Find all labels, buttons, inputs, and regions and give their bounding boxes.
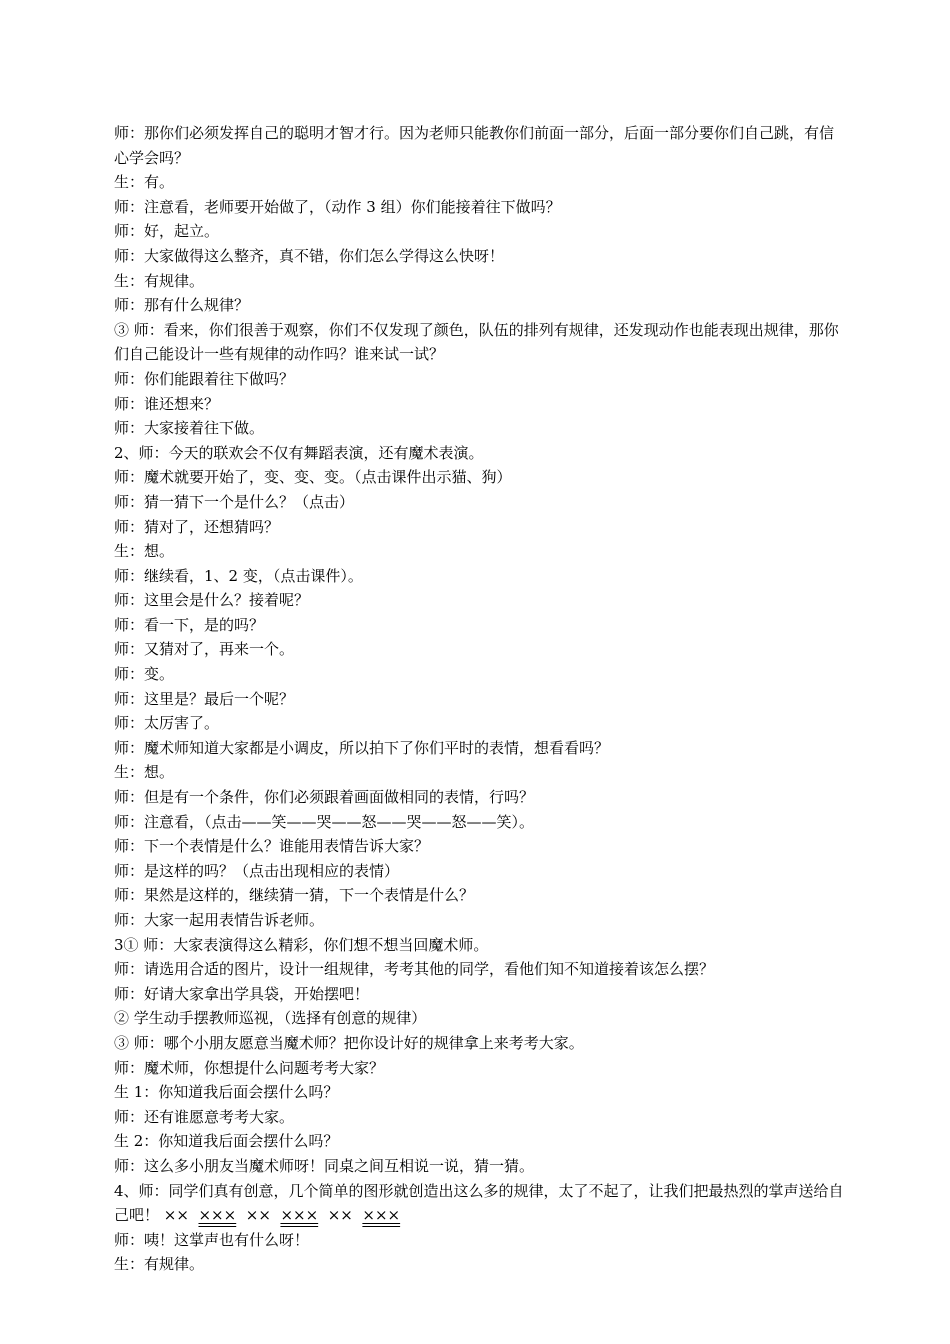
transcript-line: 师：魔术师，你想提什么问题考考大家？ — [114, 1058, 385, 1077]
clap-pattern — [159, 1206, 400, 1224]
paragraph-4 — [114, 1179, 844, 1228]
transcript-line: 师：猜一猜下一个是什么？（点击） — [114, 492, 355, 511]
transcript-line: 师：那你们必须发挥自己的聪明才智才行。因为老师只能教你们前面一部分，后面一部分要你们自己跳，有信心学会吗？ — [114, 124, 835, 167]
transcript-line: 2、师：今天的联欢会不仅有舞蹈表演，还有魔术表演。 — [114, 443, 484, 462]
transcript-line: 师：太厉害了。 — [114, 714, 220, 733]
clap-2: ××× — [198, 1206, 237, 1225]
transcript-line: 生 1：你知道我后面会摆什么吗？ — [114, 1083, 339, 1102]
transcript-line: 师：注意看，老师要开始做了，（动作 3 组）你们能接着往下做吗？ — [114, 197, 561, 216]
clap-1: ×× — [163, 1206, 189, 1225]
transcript-lines — [114, 121, 844, 1179]
transcript-line: 师：是这样的吗？（点击出现相应的表情） — [114, 861, 400, 880]
transcript-line: 师：你们能跟着往下做吗？ — [114, 369, 295, 388]
transcript-line: ③ 师：看来，你们很善于观察，你们不仅发现了颜色，队伍的排列有规律，还发现动作也能表现出规律，那你们自己能设计一些有规律的动作吗？谁来试一试？ — [114, 320, 839, 364]
transcript-line: 生：有规律。 — [114, 271, 205, 290]
transcript-line: 师：魔术师知道大家都是小调皮，所以拍下了你们平时的表情，想看看吗？ — [114, 738, 610, 757]
transcript-line: 师：还有谁愿意考考大家。 — [114, 1107, 295, 1126]
transcript-line: 师：谁还想来？ — [114, 394, 220, 413]
transcript-line: 师：注意看，（点击——笑——哭——怒——哭——怒——笑）。 — [114, 812, 535, 831]
transcript-line: 师：又猜对了，再来一个。 — [114, 640, 295, 659]
transcript-line: 师：果然是这样的，继续猜一猜，下一个表情是什么？ — [114, 886, 475, 905]
transcript-line: 生 2：你知道我后面会摆什么吗？ — [114, 1132, 339, 1151]
transcript-line: 师：下一个表情是什么？谁能用表情告诉大家？ — [114, 837, 430, 856]
transcript-line: 师：好，起立。 — [114, 222, 220, 241]
transcript-line: 师：这里是？最后一个呢？ — [114, 689, 295, 708]
transcript-line: 生：想。 — [114, 763, 175, 782]
clap-4: ××× — [280, 1206, 319, 1225]
transcript-line: 师：变。 — [114, 665, 175, 684]
transcript-line: 师：猜对了，还想猜吗？ — [114, 517, 280, 536]
transcript-line: 生：想。 — [114, 542, 175, 561]
transcript-line: 师：大家做得这么整齐，真不错，你们怎么学得这么快呀！ — [114, 246, 505, 265]
clap-6: ××× — [362, 1206, 401, 1225]
transcript-line: 师：这么多小朋友当魔术师呀！同桌之间互相说一说，猜一猜。 — [114, 1156, 535, 1175]
transcript-line: 生：有。 — [114, 173, 175, 192]
clap-5: ×× — [327, 1206, 353, 1225]
transcript-line: 师：请选用合适的图片，设计一组规律，考考其他的同学，看他们知不知道接着该怎么摆？ — [114, 960, 715, 979]
transcript-line: 生：有规律。 — [114, 1255, 205, 1274]
transcript-line: 3① 师：大家表演得这么精彩，你们想不想当回魔术师。 — [114, 935, 489, 954]
transcript-line: ③ 师：哪个小朋友愿意当魔术师？把你设计好的规律拿上来考考大家。 — [114, 1033, 584, 1052]
paragraph-4-text: 4、师：同学们真有创意，几个简单的图形就创造出这么多的规律，太了不起了，让我们把最热烈的掌声送给自己吧！ — [114, 1181, 844, 1225]
clap-3: ×× — [245, 1206, 271, 1225]
transcript-line: 师：好请大家拿出学具袋，开始摆吧！ — [114, 984, 370, 1003]
transcript-line: 师：魔术就要开始了，变、变、变。（点击课件出示猫、狗） — [114, 468, 512, 487]
transcript-line: 师：看一下，是的吗？ — [114, 615, 265, 634]
transcript-line: 师：继续看，1、2 变，（点击课件）。 — [114, 566, 363, 585]
transcript-line: 师：大家接着往下做。 — [114, 419, 265, 438]
transcript-line: ② 学生动手摆教师巡视，（选择有创意的规律） — [114, 1009, 427, 1028]
transcript-line: 师：这里会是什么？接着呢？ — [114, 591, 310, 610]
transcript-line: 师：那有什么规律？ — [114, 296, 250, 315]
transcript-line: 师：但是有一个条件，你们必须跟着画面做相同的表情，行吗？ — [114, 788, 535, 807]
transcript-line: 师：咦！这掌声也有什么呀！ — [114, 1230, 310, 1249]
lesson-transcript — [114, 121, 844, 1277]
transcript-line: 师：大家一起用表情告诉老师。 — [114, 911, 325, 929]
